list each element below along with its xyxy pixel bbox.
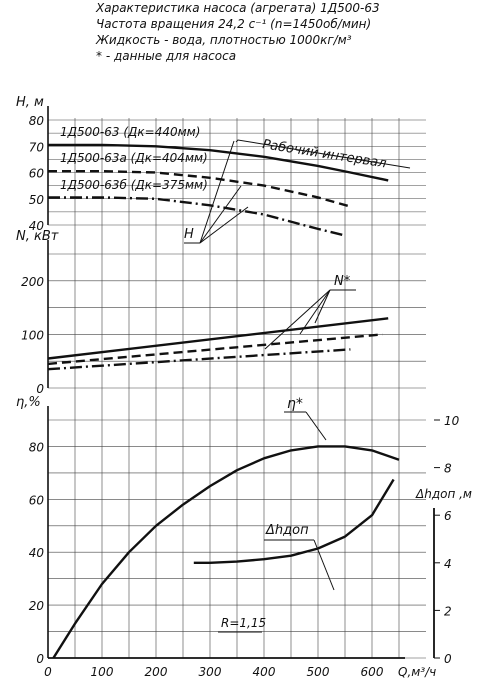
y-tick-label-efficiency: 40 xyxy=(28,546,44,561)
y-tick-label-head: 50 xyxy=(28,192,44,207)
right-axis-label: Δhдоп ,м xyxy=(416,487,472,501)
y-axis-label-head: H, м xyxy=(16,95,44,110)
y-tick-label-efficiency: 80 xyxy=(28,440,44,455)
chart-title-line-3: Жидкость - вода, плотностью 1000кг/м³ xyxy=(96,33,352,47)
y-tick-label-head: 70 xyxy=(28,140,44,155)
y-tick-label-head: 80 xyxy=(28,114,44,128)
right-axis-tick-label: 10 xyxy=(444,414,460,428)
power-curves-label: N* xyxy=(334,274,351,289)
head-curves-label: H xyxy=(184,227,194,242)
series-label-head: 1Д500-63а (Дк=404мм) xyxy=(60,151,208,165)
leader-line-power xyxy=(315,290,330,323)
x-tick-label: 400 xyxy=(252,665,276,679)
x-tick-label: 300 xyxy=(198,665,222,679)
right-axis-tick-label: 6 xyxy=(444,509,452,524)
y-tick-label-power: 0 xyxy=(36,382,44,396)
series-line-efficiency xyxy=(194,480,394,563)
y-tick-label-efficiency: 20 xyxy=(28,599,44,614)
x-tick-label: 100 xyxy=(90,665,114,679)
chart-title-line-2: Частота вращения 24,2 с⁻¹ (n=1450об/мин) xyxy=(96,17,372,31)
y-tick-label-power: 200 xyxy=(21,274,44,289)
y-axis-label-efficiency: η,% xyxy=(16,395,41,410)
right-axis-tick-label: 0 xyxy=(444,652,452,666)
series-line-head xyxy=(48,197,345,235)
note-label: R=1,15 xyxy=(221,616,267,630)
leader-line-head xyxy=(200,186,241,243)
y-tick-label-power: 100 xyxy=(21,328,44,343)
right-axis-tick-label: 4 xyxy=(444,556,452,571)
y-axis-label-power: N, кВт xyxy=(16,229,59,244)
x-axis-label: Q,м³/ч xyxy=(398,665,437,679)
y-tick-label-efficiency: 60 xyxy=(28,493,44,508)
y-tick-label-head: 60 xyxy=(28,166,44,181)
y-tick-label-efficiency: 0 xyxy=(36,652,44,666)
operating-range-bracket xyxy=(236,140,410,168)
operating-range-label: Рабочий интервал xyxy=(261,137,388,172)
leader-line-npsh xyxy=(314,540,334,590)
x-tick-label: 200 xyxy=(144,665,168,679)
series-label-head: 1Д500-63б (Дк=375мм) xyxy=(60,178,208,192)
right-axis-tick-label: 8 xyxy=(444,461,452,476)
x-tick-label: 600 xyxy=(360,665,384,679)
y-tick-label-head: 40 xyxy=(28,219,44,233)
leader-line-efficiency xyxy=(306,412,326,440)
series-label-npsh: Δhдоп xyxy=(266,523,309,538)
series-line-power xyxy=(48,318,388,358)
series-label-head: 1Д500-63 (Дк=440мм) xyxy=(60,125,201,139)
series-label-efficiency: η* xyxy=(287,396,303,412)
x-tick-label: 0 xyxy=(44,665,52,679)
right-axis-tick-label: 2 xyxy=(444,604,452,619)
chart-title-line-4: * - данные для насоса xyxy=(96,49,237,63)
x-tick-label: 500 xyxy=(306,665,330,679)
chart-title-line-1: Характеристика насоса (агрегата) 1Д500-63 xyxy=(96,1,380,15)
